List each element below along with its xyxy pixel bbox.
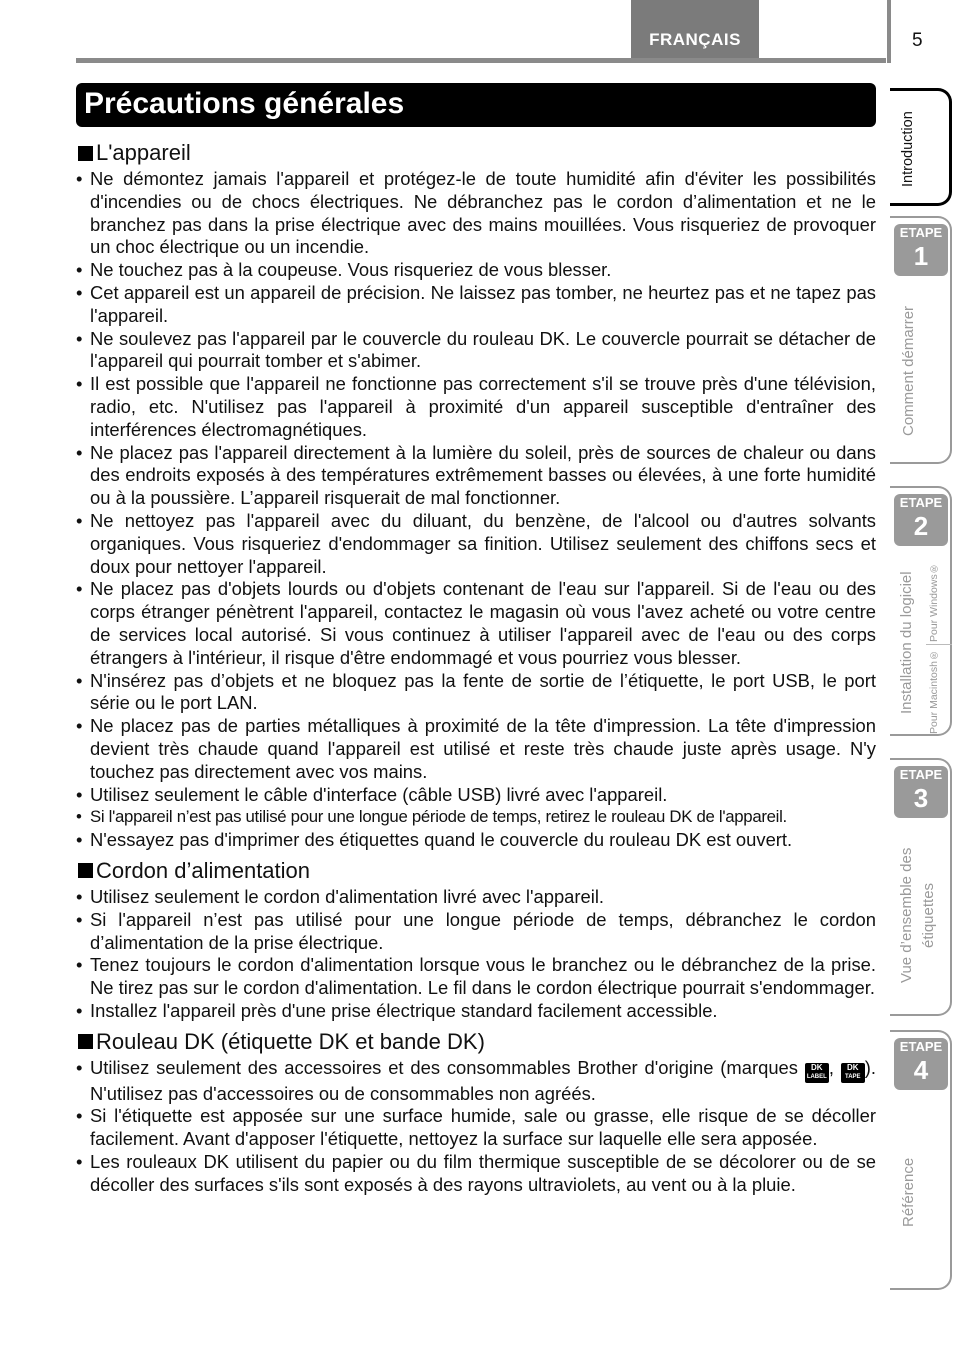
tab-introduction-label: Introduction bbox=[900, 111, 916, 187]
pour-macintosh-label: Pour Macintosh® bbox=[928, 649, 940, 734]
list-item: • Ne démontez jamais l'appareil et protégez-le de toute humidité afin d'éviter les possibilités d'incendies ou de chocs électriques. Ne débranchez pas le cordon d’alimentation et ne le branchez pas dans la prise électrique avec des mains mouillées. Vous risqueriez de provoquer un choc électrique ou un incendie. bbox=[76, 168, 876, 259]
main-content bbox=[76, 140, 876, 1203]
tab-etape-3-label-line2: étiquettes bbox=[920, 882, 937, 948]
section-heading-text: Rouleau DK (étiquette DK et bande DK) bbox=[96, 1028, 485, 1054]
etape-4-badge: ETAPE 4 bbox=[894, 1038, 948, 1090]
section-heading-text: Cordon d’alimentation bbox=[96, 857, 311, 883]
list-item: • Utilisez seulement le cordon d'alimentation livré avec l'appareil. bbox=[76, 886, 876, 909]
item-text: , bbox=[828, 1056, 841, 1078]
section-heading bbox=[78, 140, 876, 166]
section-heading-text: L'appareil bbox=[96, 140, 191, 165]
list-item bbox=[76, 1057, 876, 1106]
list-item: • Ne soulevez pas l'appareil par le couvercle du rouleau DK. Le couvercle pourrait se détacher de l'appareil qui pourrait tomber et s'abimer. bbox=[76, 328, 876, 374]
list-item: • N'essayez pas d'imprimer des étiquettes quand le couvercle du rouleau DK est ouvert. bbox=[76, 829, 876, 852]
section-rouleau bbox=[76, 1029, 876, 1197]
list-item: • Si l'étiquette est apposée sur une surface humide, sale ou grasse, elle risque de se décoller facilement. Avant d'apposer l'étiquette, nettoyez la surface sur laquelle elle sera apposée. bbox=[76, 1105, 876, 1151]
square-bullet-icon bbox=[78, 863, 93, 878]
pour-windows-label: Pour Windows® bbox=[928, 562, 940, 642]
item-text: ). N'utilisez pas d'accessoires ou de consommables non agréés. bbox=[90, 1056, 876, 1104]
header-rule bbox=[76, 58, 886, 63]
list-item: • Installez l'appareil près d'une prise électrique standard facilement accessible. bbox=[76, 1000, 876, 1023]
tab-etape-4-label: Référence bbox=[900, 1157, 917, 1227]
tab-etape-1-label: Comment démarrer bbox=[900, 305, 917, 437]
page-title: Précautions générales bbox=[84, 87, 405, 120]
tab-etape-3[interactable] bbox=[890, 758, 952, 1016]
list-item: • Tenez toujours le cordon d'alimentation lorsque vous le branchez ou le débranchez de la prise. Ne tirez pas sur le cordon d'alimentation. Le fil dans le cordon électrique pourrait s'endommager. bbox=[76, 954, 876, 1000]
dk-tape-logo-icon: DK TAPE bbox=[841, 1063, 865, 1083]
section-heading bbox=[78, 1029, 876, 1055]
etape-3-badge: ETAPE 3 bbox=[894, 766, 948, 818]
list-item: • Ne placez pas d'objets lourds ou d'objets contenant de l'eau sur l'appareil. Si de l'eau ou des corps étranger pénètrent l'appareil, contactez le magasin où vous l'avez acheté ou votre centre de services local autorisé. Si vous continuez à utiliser l'appareil avec de l'eau ou des corps étrangers à l'intérieur, il risque d'être endommagé et vous pourriez vous blesser. bbox=[76, 578, 876, 669]
dk-label-logo-icon: DK LABEL bbox=[805, 1063, 829, 1083]
page-number: 5 bbox=[912, 30, 923, 51]
list-item: • Ne nettoyez pas l'appareil avec du diluant, du benzène, de l'alcool ou d'autres solvants organiques. Vous risqueriez d'endommager sa finition. Utilisez seulement des chiffons secs et doux pour nettoyer l'appareil. bbox=[76, 510, 876, 578]
list-item: • Si l'appareil n’est pas utilisé pour une longue période de temps, débranchez le cordon d’alimentation de la prise électrique. bbox=[76, 909, 876, 955]
tab-etape-2[interactable] bbox=[890, 486, 952, 736]
list-item: • Ne placez pas de parties métalliques à proximité de la tête d'impression. La tête d'impression devient très chaude quand l'appareil est utilisé et reste très chaude juste après usage. N'y touchez pas directement avec vos mains. bbox=[76, 715, 876, 783]
section-appareil bbox=[76, 140, 876, 852]
list-item: • N'insérez pas d’objets et ne bloquez pas la fente de sortie de l’étiquette, le port USB, le port série ou le port LAN. bbox=[76, 670, 876, 716]
section-heading bbox=[78, 858, 876, 884]
square-bullet-icon bbox=[78, 1034, 93, 1049]
list-item: • Il est possible que l'appareil ne fonctionne pas correctement s'il se trouve près d'une télévision, radio, etc. N'utilisez pas l'appareil à proximité d'un appareil susceptible d'entraîner des interférences électromagnétiques. bbox=[76, 373, 876, 441]
tab-etape-1[interactable] bbox=[890, 216, 952, 464]
square-bullet-icon bbox=[78, 146, 93, 161]
bullet-list bbox=[76, 886, 876, 1023]
list-item: • Ne placez pas l'appareil directement à la lumière du soleil, près de sources de chaleur ou dans des endroits exposés à des températures extrêmement basses ou élevées, à une forte humidité ou à la poussière. L’appareil risquerait de mal fonctionner. bbox=[76, 442, 876, 510]
tab-etape-3-label-line1: Vue d’ensemble des bbox=[898, 847, 915, 983]
list-item: • Si l'appareil n’est pas utilisé pour une longue période de temps, retirez le rouleau DK de l'appareil. bbox=[76, 806, 876, 829]
header-vertical-rule bbox=[887, 0, 891, 63]
list-item: • Ne touchez pas à la coupeuse. Vous risqueriez de vous blesser. bbox=[76, 259, 876, 282]
item-text: Utilisez seulement des accessoires et des consommables Brother d'origine (marques bbox=[90, 1056, 805, 1078]
side-nav bbox=[888, 88, 954, 1293]
tab-etape-2-label: Installation du logiciel bbox=[898, 571, 915, 715]
bullet-list bbox=[76, 1057, 876, 1197]
list-item: • Cet appareil est un appareil de précision. Ne laissez pas tomber, ne heurtez pas et ne tapez pas l'appareil. bbox=[76, 282, 876, 328]
list-item: • Les rouleaux DK utilisent du papier ou du film thermique susceptible de se décolorer ou de se décoller des surfaces s'ils sont exposés à des rayons ultraviolets, au vent ou à la pluie. bbox=[76, 1151, 876, 1197]
etape-1-badge: ETAPE 1 bbox=[894, 224, 948, 276]
etape-2-badge: ETAPE 2 bbox=[894, 494, 948, 546]
tab-introduction[interactable] bbox=[890, 88, 952, 206]
divider bbox=[926, 644, 952, 645]
language-tab: FRANÇAIS bbox=[631, 0, 759, 58]
tab-etape-4[interactable] bbox=[890, 1030, 952, 1290]
section-cordon bbox=[76, 858, 876, 1023]
list-item: • Utilisez seulement le câble d'interface (câble USB) livré avec l'appareil. bbox=[76, 784, 876, 807]
bullet-list bbox=[76, 168, 876, 852]
